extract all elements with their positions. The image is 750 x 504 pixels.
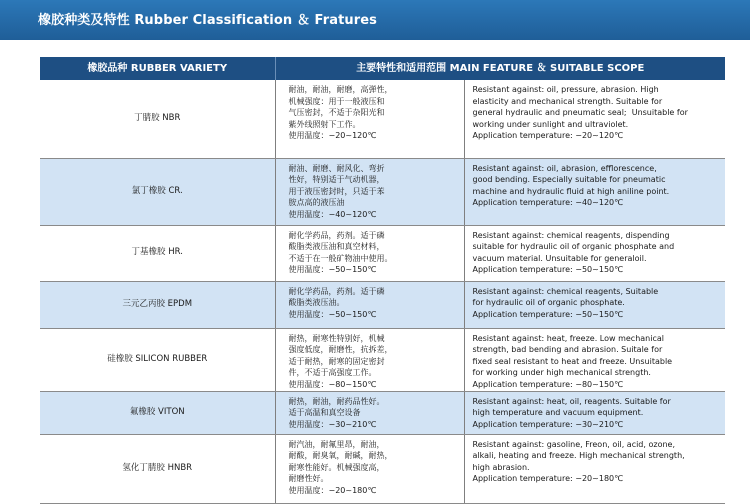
feature-en: Resistant against: oil, pressure, abrasion. High elasticity and mechanical strength. Suitable for general hydraulic and pneumatic seal; Unsuitable for working under sunlight and ultraviolet. Application temperature: −20~120℃ [464,80,725,158]
rubber-name: 氟橡胶 VITON [40,391,275,434]
feature-cn: 耐油、耐磨、耐风化、弯折 性好，特别适于气动机器， 用于液压密封时，只适于苯 胺点高的液压油 使用温度：−40~120℃ [275,158,464,225]
table-header-row [40,57,725,80]
feature-en: Resistant against: heat, freeze. Low mechanical strength, bad bending and abrasion. Suitale for fixed seal resistant to heat and freeze. Unsuitable for working under high mechanical strength. Application temperature: −80~150℃ [464,328,725,391]
rubber-name: 丁基橡胶 HR. [40,225,275,281]
feature-en: Resistant against: chemical reagents, Suitable for hydraulic oil of organic phosphate. Application temperature: −50~150℃ [464,281,725,328]
feature-en: Resistant against: gasoline, Freon, oil, acid, ozone, alkali, heating and freeze. High mechanical strength, high abrasion. Application temperature: −20~180℃ [464,434,725,503]
page-title: 橡胶种类及特性 Rubber Classification ＆ Fratures [38,13,378,28]
rubber-name: 三元乙丙胶 EPDM [40,281,275,328]
column-header-variety: 橡胶品种 RUBBER VARIETY [40,57,275,80]
feature-cn: 耐热，耐油，耐药品性好。 适于高温和真空设备 使用温度：−30~210℃ [275,391,464,434]
header-banner [0,0,750,40]
table-row [40,328,725,391]
table-row [40,158,725,225]
feature-cn: 耐化学药品，药剂。适于磷 酸脂类液压油和真空材料， 不适于在一般矿物油中使用。 使用温度：−50~150℃ [275,225,464,281]
rubber-name: 硅橡胶 SILICON RUBBER [40,328,275,391]
rubber-name: 氢化丁腈胶 HNBR [40,434,275,503]
rubber-name: 氯丁橡胶 CR. [40,158,275,225]
table-row [40,281,725,328]
feature-cn: 耐汽油，耐氟里昂，耐油， 耐酸，耐臭氧，耐碱，耐热， 耐寒性能好。机械强度高， 耐磨性好。 使用温度：−20~180℃ [275,434,464,503]
table-row [40,391,725,434]
feature-cn: 耐油，耐油，耐磨，高弹性， 机械强度：用于一般液压和 气压密封，不适于杂阳光和 紫外线照射下工作。 使用温度：−20~120℃ [275,80,464,158]
table-row [40,80,725,158]
feature-en: Resistant against: heat, oil, reagents. Suitable for high temperature and vacuum equipment. Application temperature: −30~210℃ [464,391,725,434]
feature-en: Resistant against: oil, abrasion, efflorescence, good bending. Especially suitable for pneumatic machine and hydraulic fluid at high aniline point. Application temperature: −40~120℃ [464,158,725,225]
column-header-feature: 主要特性和适用范围 MAIN FEATURE ＆ SUITABLE SCOPE [275,57,725,80]
table-row [40,434,725,503]
rubber-table [40,57,725,504]
feature-en: Resistant against: chemical reagents, dispending suitable for hydraulic oil of organic phosphate and vacuum material. Unsuitable for generaloil. Application temperature: −50~150℃ [464,225,725,281]
table-row [40,225,725,281]
rubber-name: 丁腈胶 NBR [40,80,275,158]
feature-cn: 耐热，耐寒性特别好，机械 强度低度，耐磨性，抗拆差， 适于耐热，耐寒的固定密封 件，不适于高强度工作。 使用温度：−80~150℃ [275,328,464,391]
feature-cn: 耐化学药品，药剂。适于磷 酸脂类液压油。 使用温度：−50~150℃ [275,281,464,328]
